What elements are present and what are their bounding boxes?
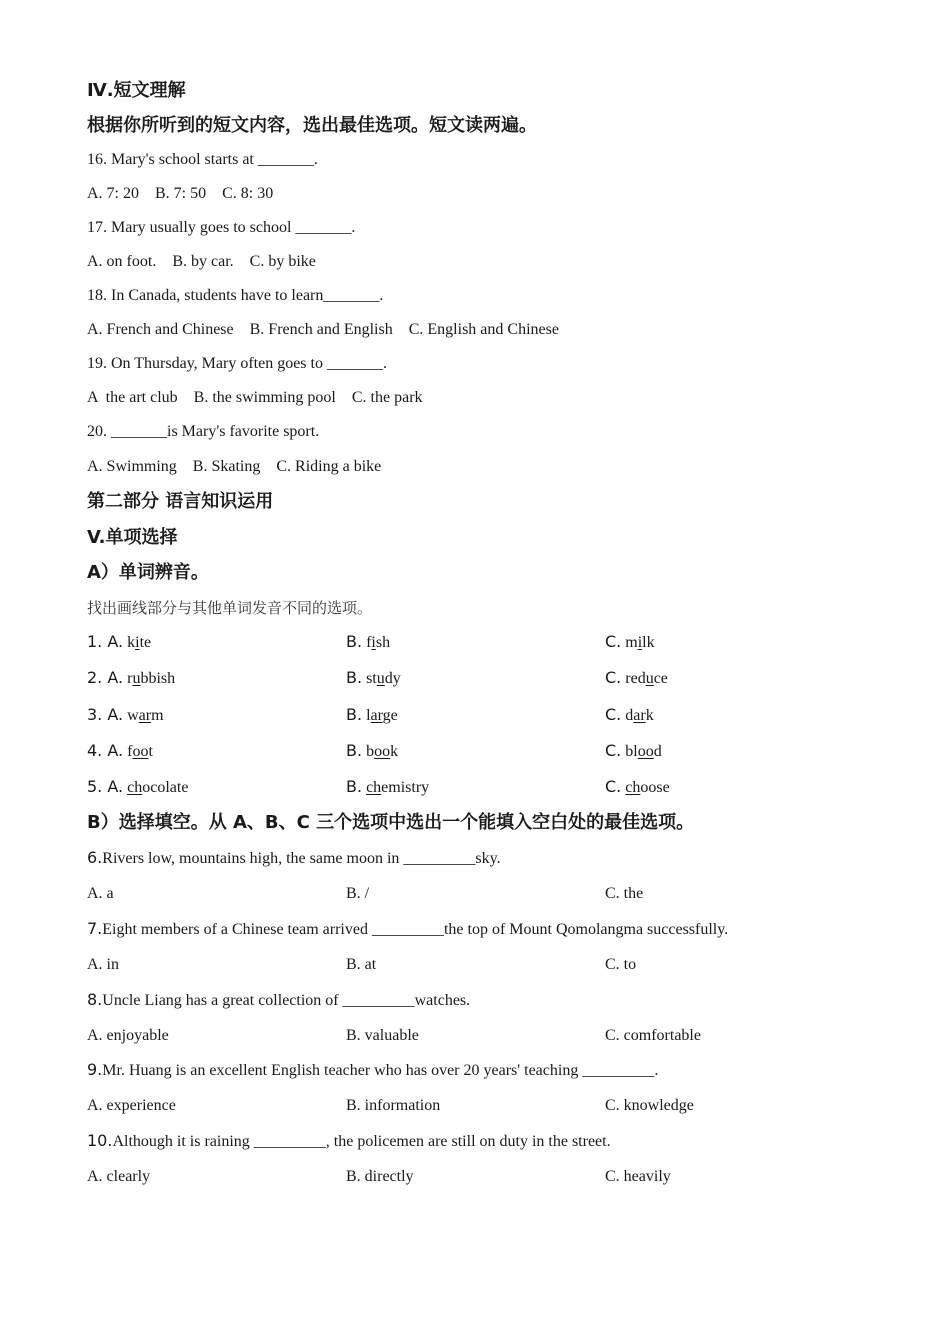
underlined-sound: ar bbox=[370, 707, 383, 724]
options-19: A the art club B. the swimming pool C. the park bbox=[87, 389, 423, 406]
option-a: A. in bbox=[87, 956, 119, 973]
question-10: 10.Although it is raining _________, the policemen are still on duty in the street. bbox=[87, 1131, 611, 1150]
underlined-sound: u bbox=[132, 670, 141, 687]
question-18: 18. In Canada, students have to learn_______. bbox=[87, 287, 384, 304]
underlined-sound: oo bbox=[374, 743, 391, 760]
option-c: C. the bbox=[605, 885, 644, 902]
option-b: B. / bbox=[346, 885, 370, 902]
question-8: 8.Uncle Liang has a great collection of _________watches. bbox=[87, 990, 471, 1009]
question-7: 7.Eight members of a Chinese team arrived _________the top of Mount Qomolangma successfully. bbox=[87, 919, 729, 938]
underlined-sound: ar bbox=[633, 707, 646, 724]
underlined-sound: ch bbox=[366, 779, 382, 796]
underlined-sound: ar bbox=[138, 707, 152, 724]
option-c: C. comfortable bbox=[605, 1027, 701, 1044]
underlined-sound: oo bbox=[132, 743, 149, 760]
options-17: A. on foot. B. by car. C. by bike bbox=[87, 253, 316, 270]
partA-title: A）单词辨音。 bbox=[87, 562, 209, 583]
partB-title: B）选择填空。从 A、B、C 三个选项中选出一个能填入空白处的最佳选项。 bbox=[87, 812, 695, 833]
underlined-sound: i bbox=[637, 634, 643, 651]
underlined-sound: u bbox=[376, 670, 385, 687]
question-16: 16. Mary's school starts at _______. bbox=[87, 151, 318, 168]
option-b: B. information bbox=[346, 1097, 441, 1114]
option-b: B. at bbox=[346, 956, 377, 973]
options-18: A. French and Chinese B. French and English C. English and Chinese bbox=[87, 321, 559, 338]
option-a: A. clearly bbox=[87, 1168, 151, 1185]
question-6: 6.Rivers low, mountains high, the same moon in _________sky. bbox=[87, 848, 501, 867]
item-number: 1. A. bbox=[87, 632, 124, 651]
options-20: A. Swimming B. Skating C. Riding a bike bbox=[87, 458, 382, 475]
underlined-sound: ch bbox=[127, 779, 143, 796]
option-c: C. knowledge bbox=[605, 1097, 694, 1114]
section4-title: Ⅳ.短文理解 bbox=[87, 80, 186, 101]
underlined-sound: oo bbox=[637, 743, 654, 760]
option-a: A. enjoyable bbox=[87, 1027, 169, 1044]
part2-title: 第二部分 语言知识运用 bbox=[87, 491, 274, 512]
option-b: B. valuable bbox=[346, 1027, 419, 1044]
option-b: B. directly bbox=[346, 1168, 414, 1185]
underlined-sound: ch bbox=[625, 779, 641, 796]
option-a: A. experience bbox=[87, 1097, 176, 1114]
question-19: 19. On Thursday, Mary often goes to _______. bbox=[87, 355, 387, 372]
option-c: C. to bbox=[605, 956, 637, 973]
underlined-sound: i bbox=[371, 634, 376, 651]
option-a: A. a bbox=[87, 885, 114, 902]
section5-title: V.单项选择 bbox=[87, 527, 178, 548]
section4-instruction: 根据你所听到的短文内容，选出最佳选项。短文读两遍。 bbox=[87, 115, 537, 136]
underlined-sound: u bbox=[645, 670, 654, 687]
question-17: 17. Mary usually goes to school _______. bbox=[87, 219, 356, 236]
options-16: A. 7: 20 B. 7: 50 C. 8: 30 bbox=[87, 185, 274, 202]
question-20: 20. _______is Mary's favorite sport. bbox=[87, 423, 320, 440]
underlined-sound: i bbox=[135, 634, 140, 651]
partA-instruction: 找出画线部分与其他单词发音不同的选项。 bbox=[87, 599, 373, 617]
question-9: 9.Mr. Huang is an excellent English teacher who has over 20 years' teaching _________. bbox=[87, 1060, 659, 1079]
option-c: C. heavily bbox=[605, 1168, 671, 1185]
